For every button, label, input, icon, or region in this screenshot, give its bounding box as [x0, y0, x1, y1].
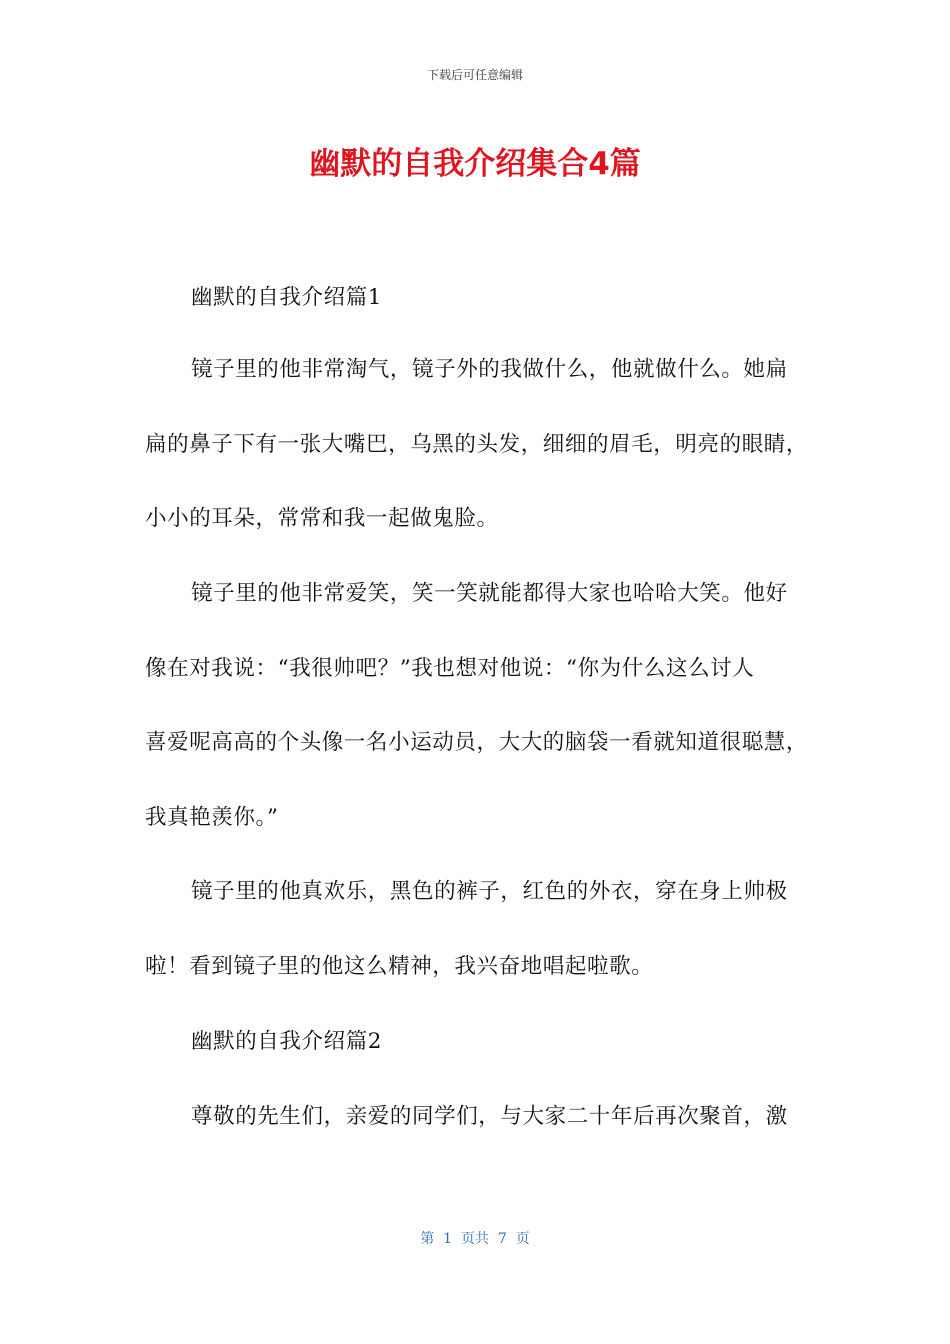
paragraph-line: 小小的耳朵，常常和我一起做鬼脸。 — [145, 506, 499, 531]
page-number: 第 1 页共 7 页 — [420, 1231, 530, 1247]
paragraph-line: 像在对我说：“我很帅吧？”我也想对他说：“你为什么这么讨人 — [145, 656, 755, 681]
paragraph-line: 扁的鼻子下有一张大嘴巴，乌黑的头发，细细的眉毛，明亮的眼睛， — [145, 432, 809, 457]
paragraph-line: 啦！看到镜子里的他这么精神，我兴奋地唱起啦歌。 — [145, 954, 654, 979]
page-header-note: 下载后可任意编辑 — [426, 68, 523, 82]
paragraph-line: 镜子里的他非常爱笑，笑一笑就能都得大家也哈哈大笑。他好 — [191, 581, 788, 606]
paragraph-line: 尊敬的先生们，亲爱的同学们，与大家二十年后再次聚首，激 — [191, 1104, 788, 1129]
section-heading-1: 幽默的自我介绍篇1 — [191, 285, 383, 310]
paragraph-line: 镜子里的他真欢乐，黑色的裤子，红色的外衣，穿在身上帅极 — [191, 879, 788, 904]
section-heading-2: 幽默的自我介绍篇2 — [191, 1029, 383, 1054]
paragraph-line: 镜子里的他非常淘气，镜子外的我做什么，他就做什么。她扁 — [191, 357, 788, 382]
paragraph-line: 喜爱呢高高的个头像一名小运动员，大大的脑袋一看就知道很聪慧， — [145, 730, 809, 755]
document-title: 幽默的自我介绍集合4篇 — [309, 146, 641, 182]
paragraph-line: 我真艳羡你。” — [145, 805, 279, 830]
